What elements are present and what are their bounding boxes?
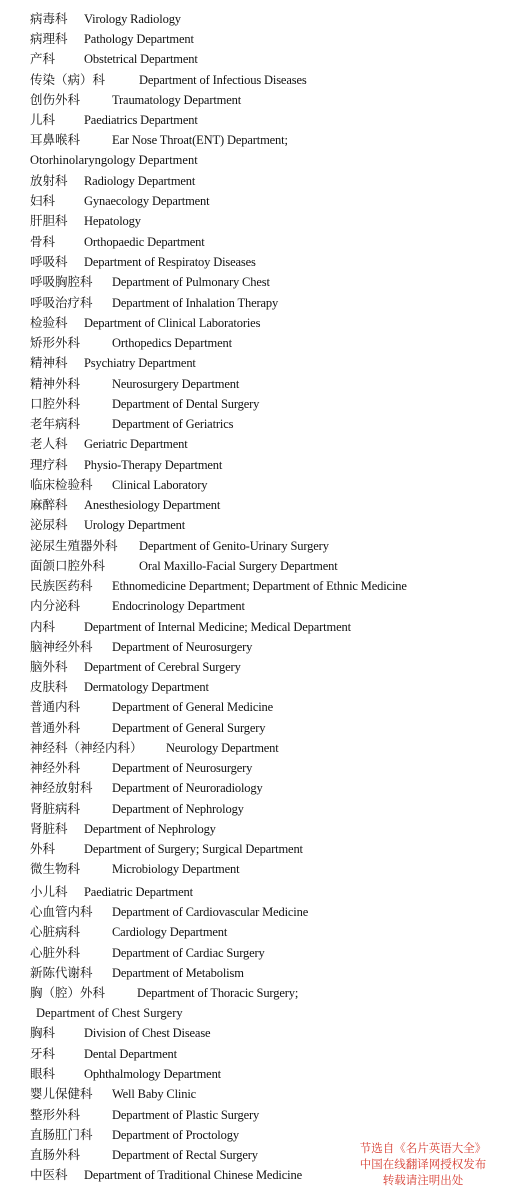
english-term: Dermatology Department [84, 680, 209, 694]
english-term: Department of Genito-Urinary Surgery [139, 539, 329, 553]
chinese-term: 病理科 [30, 31, 68, 46]
chinese-term: 整形外科 [30, 1107, 81, 1122]
chinese-term: 临床检验科 [30, 477, 93, 492]
chinese-term: 肾脏科 [30, 821, 68, 836]
chinese-term: 传染（病）科 [30, 72, 106, 87]
english-term: Department of Clinical Laboratories [84, 316, 261, 330]
english-term: Department of Cerebral Surgery [84, 660, 241, 674]
english-term: Oral Maxillo-Facial Surgery Department [139, 559, 338, 573]
english-term: Department of Nephrology [84, 822, 216, 836]
chinese-term: 老年病科 [30, 416, 81, 431]
chinese-term: 呼吸胸腔科 [30, 274, 93, 289]
chinese-term: 婴儿保健科 [30, 1086, 93, 1101]
english-term: Department of Nephrology [112, 802, 244, 816]
chinese-term: 麻醉科 [30, 497, 68, 512]
chinese-term: 内科 [30, 619, 56, 634]
english-term: Department of Proctology [112, 1128, 239, 1142]
english-term: Psychiatry Department [84, 356, 196, 370]
english-term: Department of Pulmonary Chest [112, 275, 270, 289]
english-term: Department of Respiratoy Diseases [84, 255, 256, 269]
chinese-term: 口腔外科 [30, 396, 81, 411]
english-term: Department of Cardiac Surgery [112, 946, 265, 960]
chinese-term: 放射科 [30, 173, 68, 188]
english-term: Hepatology [84, 214, 141, 228]
english-term: Cardiology Department [112, 925, 228, 939]
english-term: Department of Traditional Chinese Medicine [84, 1168, 302, 1182]
chinese-term: 脑外科 [30, 659, 68, 674]
english-term: Paediatrics Department [84, 113, 198, 127]
english-term: Department of Thoracic Surgery; [137, 986, 299, 1000]
english-term: Physio-Therapy Department [84, 458, 223, 472]
english-term: Department of Metabolism [112, 966, 244, 980]
english-term: Paediatric Department [84, 885, 193, 899]
chinese-term: 神经外科 [30, 760, 81, 775]
chinese-term: 泌尿生殖器外科 [30, 538, 118, 553]
english-term: Department of General Surgery [112, 721, 266, 735]
chinese-term: 胸科 [30, 1025, 56, 1040]
english-term: Radiology Department [84, 174, 196, 188]
watermark-authorization-line: 中国在线翻译网授权发布 [359, 1157, 487, 1171]
chinese-term: 呼吸科 [30, 254, 68, 269]
chinese-term: 精神外科 [30, 376, 81, 391]
english-term-continuation: Otorhinolaryngology Department [30, 153, 198, 167]
chinese-term: 矫形外科 [30, 335, 81, 350]
english-term: Department of Neuroradiology [112, 781, 263, 795]
english-term: Dental Department [84, 1047, 177, 1061]
english-term: Department of Geriatrics [112, 417, 234, 431]
english-term: Department of Surgery; Surgical Department [84, 842, 303, 856]
chinese-term: 普通内科 [30, 699, 81, 714]
chinese-term: 老人科 [30, 436, 68, 451]
english-term: Virology Radiology [84, 12, 181, 26]
english-term: Department of Rectal Surgery [112, 1148, 258, 1162]
english-term: Department of Infectious Diseases [139, 73, 307, 87]
english-term: Ethnomedicine Department; Department of Ethnic Medicine [112, 579, 407, 593]
english-term: Department of Inhalation Therapy [112, 296, 279, 310]
chinese-term: 泌尿科 [30, 517, 68, 532]
chinese-term: 神经科（神经内科） [30, 740, 143, 755]
watermark-reprint-notice-line: 转载请注明出处 [382, 1173, 464, 1187]
chinese-term: 新陈代谢科 [30, 965, 93, 980]
english-term: Anesthesiology Department [84, 498, 221, 512]
chinese-term: 外科 [30, 841, 56, 856]
english-term: Ophthalmology Department [84, 1067, 221, 1081]
chinese-term: 微生物科 [30, 861, 81, 876]
english-term: Division of Chest Disease [84, 1026, 211, 1040]
chinese-term: 胸（腔）外科 [30, 985, 106, 1000]
english-term: Microbiology Department [112, 862, 240, 876]
english-term-continuation: Department of Chest Surgery [36, 1006, 183, 1020]
chinese-term: 病毒科 [30, 11, 68, 26]
english-term: Well Baby Clinic [112, 1087, 197, 1101]
chinese-term: 脑神经外科 [30, 639, 93, 654]
chinese-term: 理疗科 [30, 457, 68, 472]
chinese-term: 直肠外科 [30, 1147, 81, 1162]
chinese-term: 产科 [30, 51, 56, 66]
english-term: Urology Department [84, 518, 186, 532]
english-term: Neurology Department [166, 741, 279, 755]
english-term: Obstetrical Department [84, 52, 198, 66]
english-term: Endocrinology Department [112, 599, 245, 613]
english-term: Clinical Laboratory [112, 478, 208, 492]
english-term: Orthopedics Department [112, 336, 232, 350]
chinese-term: 心脏外科 [30, 945, 81, 960]
chinese-term: 小儿科 [30, 884, 68, 899]
english-term: Ear Nose Throat(ENT) Department; [112, 133, 288, 147]
chinese-term: 儿科 [30, 112, 56, 127]
chinese-term: 心脏病科 [30, 924, 81, 939]
chinese-term: 民族医药科 [30, 578, 93, 593]
english-term: Gynaecology Department [84, 194, 210, 208]
english-term: Geriatric Department [84, 437, 188, 451]
english-term: Pathology Department [84, 32, 194, 46]
chinese-term: 妇科 [30, 193, 56, 208]
chinese-term: 普通外科 [30, 720, 81, 735]
chinese-term: 耳鼻喉科 [30, 132, 81, 147]
chinese-term: 中医科 [30, 1167, 68, 1182]
watermark-source-line: 节选自《名片英语大全》 [359, 1141, 487, 1155]
chinese-term: 心血管内科 [30, 904, 93, 919]
chinese-term: 皮肤科 [30, 679, 68, 694]
english-term: Department of Dental Surgery [112, 397, 260, 411]
english-term: Orthopaedic Department [84, 235, 205, 249]
chinese-term: 面颌口腔外科 [30, 558, 106, 573]
english-term: Department of Neurosurgery [112, 761, 253, 775]
chinese-term: 创伤外科 [30, 92, 81, 107]
chinese-term: 呼吸治疗科 [30, 295, 93, 310]
copyright-watermark [338, 1140, 508, 1188]
chinese-term: 直肠肛门科 [30, 1127, 93, 1142]
chinese-term: 肾脏病科 [30, 801, 81, 816]
chinese-term: 精神科 [30, 355, 68, 370]
chinese-term: 肝胆科 [30, 213, 68, 228]
english-term: Neurosurgery Department [112, 377, 240, 391]
chinese-term: 检验科 [30, 315, 68, 330]
english-term: Traumatology Department [112, 93, 242, 107]
chinese-term: 内分泌科 [30, 598, 81, 613]
chinese-term: 牙科 [30, 1046, 56, 1061]
english-term: Department of Internal Medicine; Medical Department [84, 620, 351, 634]
english-term: Department of General Medicine [112, 700, 274, 714]
english-term: Department of Plastic Surgery [112, 1108, 260, 1122]
chinese-term: 眼科 [30, 1066, 56, 1081]
chinese-term: 骨科 [30, 234, 56, 249]
english-term: Department of Neurosurgery [112, 640, 253, 654]
english-term: Department of Cardiovascular Medicine [112, 905, 309, 919]
chinese-term: 神经放射科 [30, 780, 93, 795]
